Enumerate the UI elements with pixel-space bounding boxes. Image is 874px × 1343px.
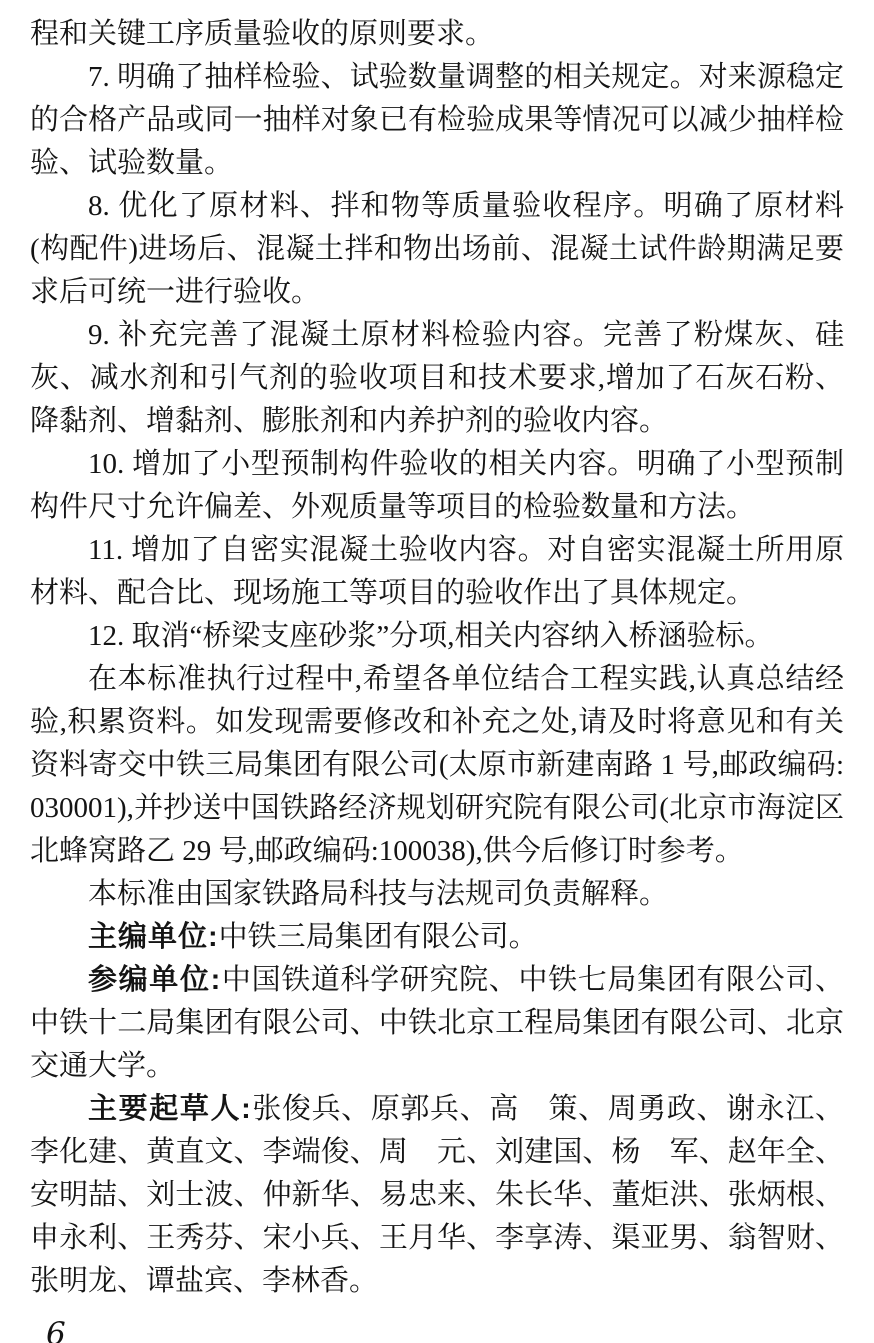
participating-units-value: 中国铁道科学研究院、中铁七局集团有限公司、中铁十二局集团有限公司、中铁北京工程局集团有限公司、北京交通大学。: [30, 964, 844, 1082]
paragraph-item-12: 12. 取消“桥梁支座砂浆”分项,相关内容纳入桥涵验标。: [88, 620, 774, 652]
paragraph-item-9: 9. 补充完善了混凝土原材料检验内容。完善了粉煤灰、硅灰、减水剂和引气剂的验收项目和技术要求,增加了石灰石粉、降黏剂、增黏剂、膨胀剂和内养护剂的验收内容。: [30, 319, 844, 437]
paragraph-chief-editor-unit: [30, 916, 844, 959]
paragraph-item-11: 11. 增加了自密实混凝土验收内容。对自密实混凝土所用原材料、配合比、现场施工等项目的验收作出了具体规定。: [30, 534, 844, 609]
chief-editor-unit-value: 中铁三局集团有限公司。: [218, 921, 538, 953]
main-drafters-value: 张俊兵、原郭兵、高 策、周勇政、谢永江、李化建、黄直文、李端俊、周 元、刘建国、杨 军、赵年全、安明喆、刘士波、仲新华、易忠来、朱长华、董炬洪、张炳根、申永利、王秀芬、宋小兵、王月华、李享涛、渠亚男、翁智财、张明龙、谭盐宾、李林香。: [30, 1093, 844, 1297]
main-drafters-label: 主要起草人:: [88, 1093, 252, 1125]
chief-editor-unit-label: 主编单位:: [88, 921, 219, 953]
page-number: 6: [46, 1316, 66, 1343]
paragraph-main-drafters: [30, 1088, 844, 1303]
paragraph-item-7: 7. 明确了抽样检验、试验数量调整的相关规定。对来源稳定的合格产品或同一抽样对象已有检验成果等情况可以减少抽样检验、试验数量。: [30, 61, 844, 179]
paragraph-participating-units: [30, 959, 844, 1088]
paragraph-continuation: 程和关键工序质量验收的原则要求。: [30, 18, 495, 50]
participating-units-label: 参编单位:: [88, 964, 222, 996]
paragraph-feedback-notice: 在本标准执行过程中,希望各单位结合工程实践,认真总结经验,积累资料。如发现需要修改和补充之处,请及时将意见和有关资料寄交中铁三局集团有限公司(太原市新建南路 1 号,邮政编码:030001),并抄送中国铁路经济规划研究院有限公司(北京市海淀区北蜂窝路乙 29 号,邮政编码:100038),供今后修订时参考。: [30, 663, 844, 867]
paragraph-item-8: 8. 优化了原材料、拌和物等质量验收程序。明确了原材料(构配件)进场后、混凝土拌和物出场前、混凝土试件龄期满足要求后可统一进行验收。: [30, 190, 844, 308]
paragraph-item-10: 10. 增加了小型预制构件验收的相关内容。明确了小型预制构件尺寸允许偏差、外观质量等项目的检验数量和方法。: [30, 448, 844, 523]
paragraph-interpretation-notice: 本标准由国家铁路局科技与法规司负责解释。: [88, 878, 669, 910]
